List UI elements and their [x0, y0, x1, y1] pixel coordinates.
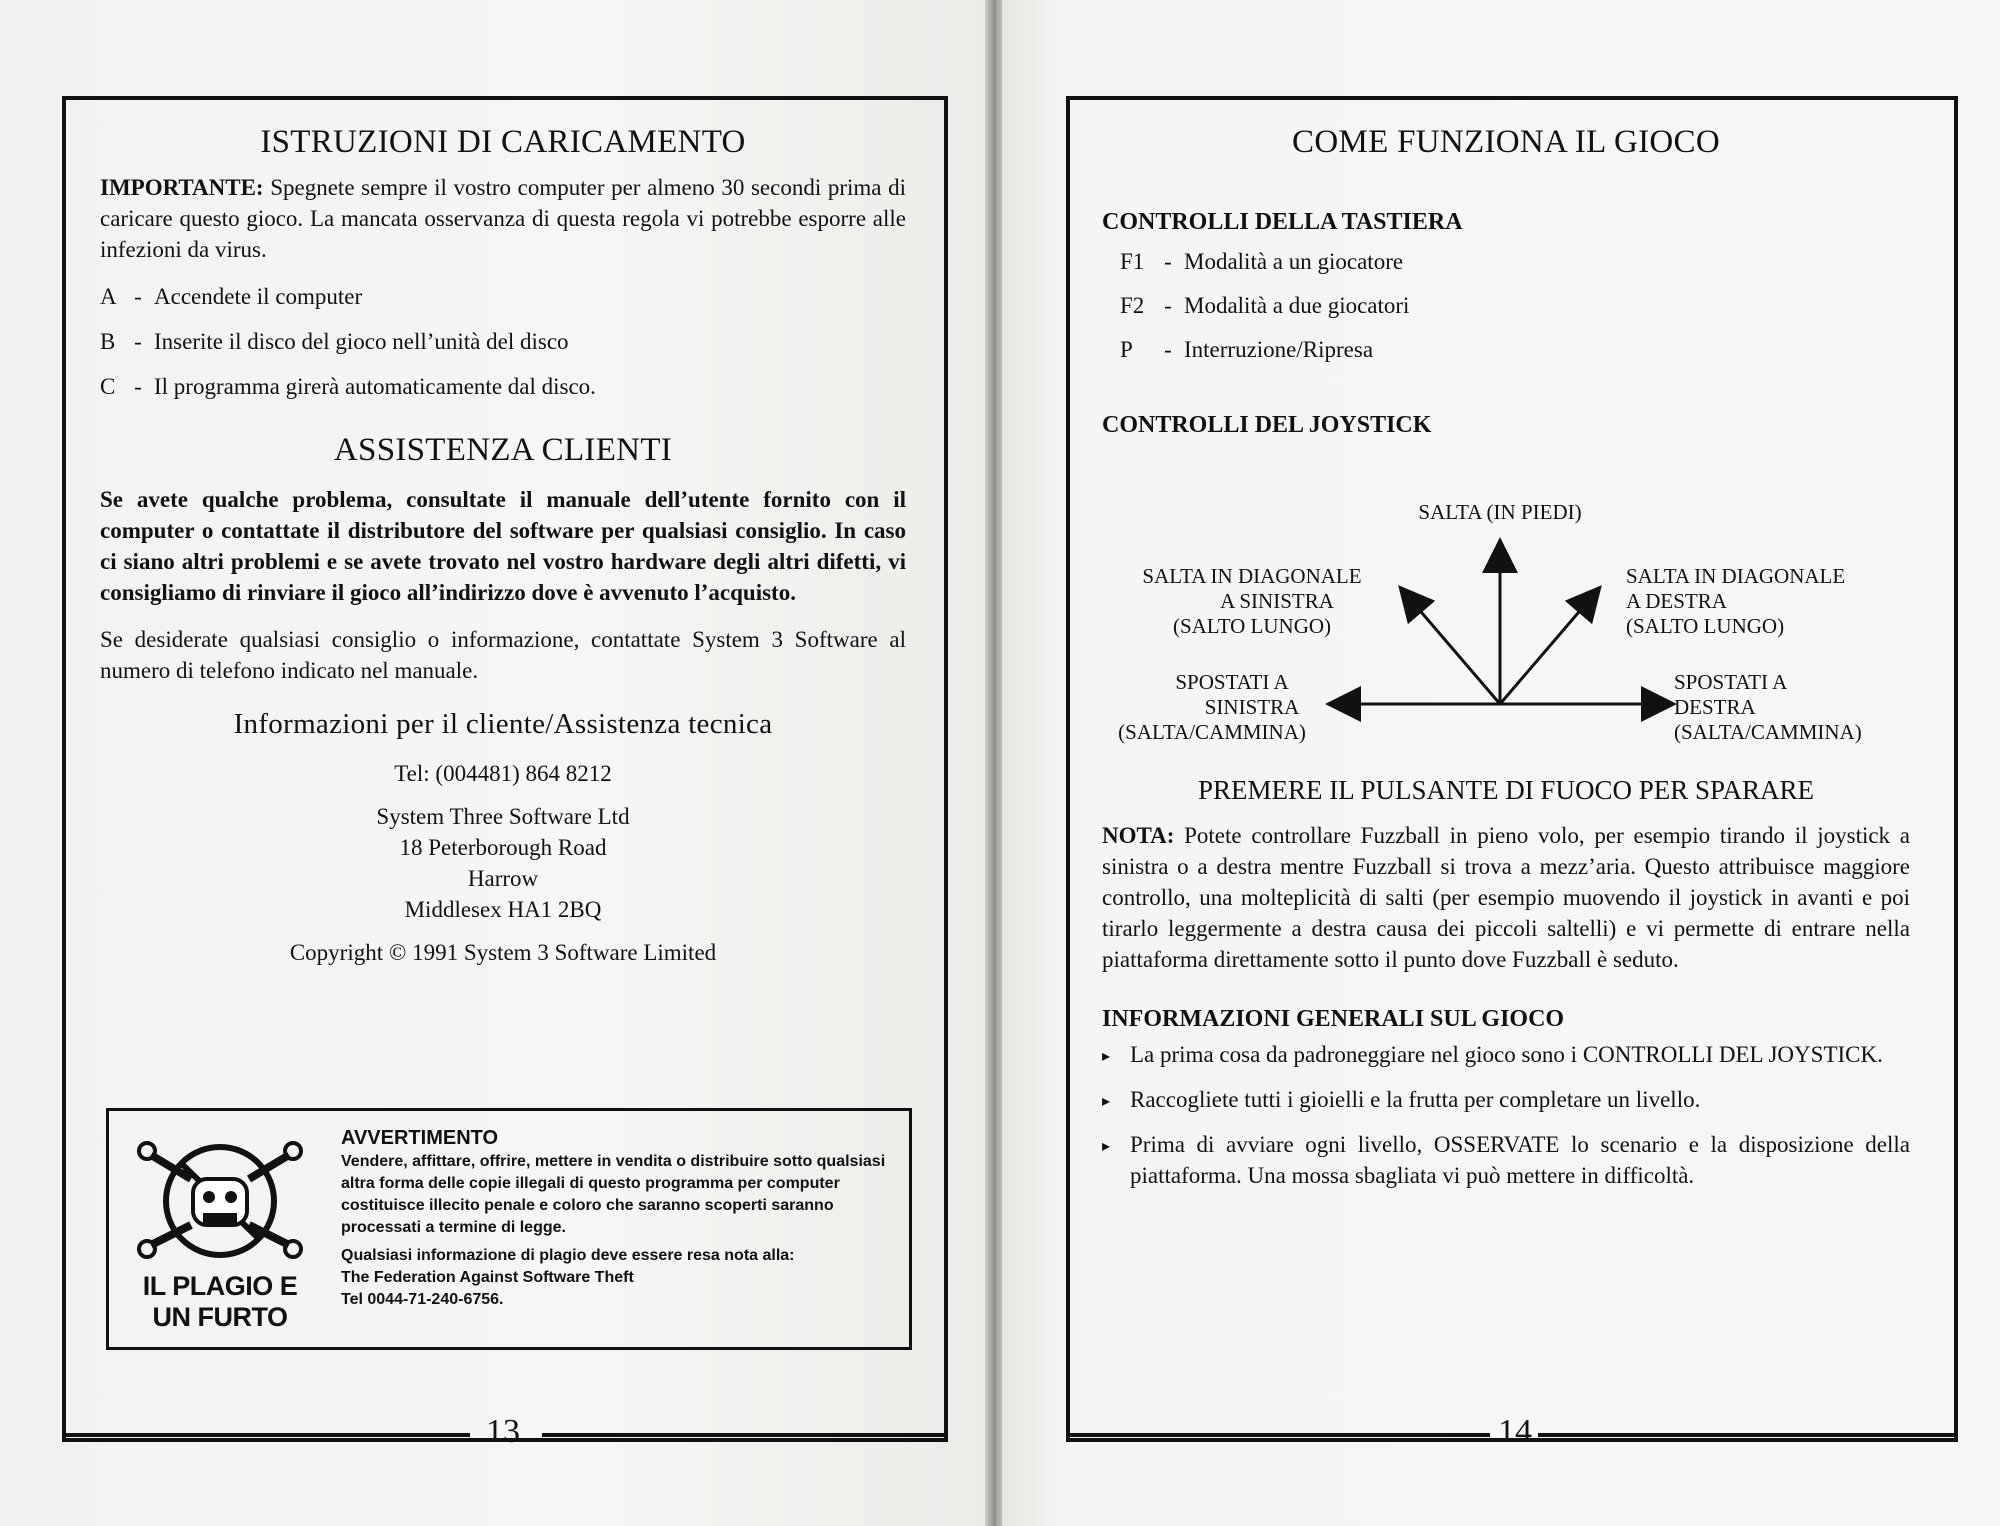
footer-rule-right [1538, 1433, 1958, 1437]
page-14-lower [1102, 772, 1910, 1191]
list-item: ▸ Prima di avviare ogni livello, OSSERVATE lo scenario e la disposizione della piattaforma. Una mossa sbagliata vi può mettere in difficoltà. [1102, 1132, 1910, 1188]
warning-org: The Federation Against Software Theft [341, 1269, 634, 1286]
arrow-up-right [1500, 592, 1596, 704]
loading-steps [100, 281, 906, 402]
skull-crossbones-logo [131, 1135, 309, 1263]
note-paragraph [1102, 820, 1910, 975]
joystick-heading: CONTROLLI DEL JOYSTICK [1102, 412, 1432, 438]
support-phone: Tel: (004481) 864 8212 [394, 761, 612, 786]
list-item: B - Inserite il disco del gioco nell’unità del disco [100, 329, 569, 354]
list-item: P - Interruzione/Ripresa [1120, 337, 1374, 362]
keyboard-controls [1120, 246, 1910, 365]
page-14 [1002, 0, 2000, 1526]
piracy-caption: IL PLAGIO E UN FURTO [142, 1271, 298, 1332]
page-number: 14 [1498, 1413, 1532, 1450]
how-to-play-title: COME FUNZIONA IL GIOCO [1292, 124, 1720, 160]
company-address: System Three Software Ltd 18 Peterborough Road Harrow Middlesex HA1 2BQ [376, 804, 630, 922]
label-right: SPOSTATI A DESTRA (SALTA/CAMMINA) [1674, 670, 1862, 744]
label-left: SPOSTATI A SINISTRA (SALTA/CAMMINA) [1118, 670, 1306, 744]
label-up: SALTA (IN PIEDI) [1418, 500, 1582, 524]
copyright: Copyright © 1991 System 3 Software Limited [289, 940, 717, 965]
anti-piracy-box [106, 1108, 912, 1350]
support-paragraph-1: Se avete qualche problema, consultate il manuale dell’utente fornito con il computer o contattate il distributore del software per qualsiasi consiglio. In caso ci siano altri problemi e se avete trovato nel vostro hardware degli altri difetti, vi consigliamo di rinviare il gioco all’indirizzo dove è avvenuto l’acquisto. [100, 487, 906, 605]
footer-rule-right [542, 1433, 948, 1437]
note-label: NOTA: [1102, 823, 1175, 848]
joystick-diagram [1062, 490, 1962, 760]
info-title: Informazioni per il cliente/Assistenza tecnica [233, 708, 773, 740]
important-text: Spegnete sempre il vostro computer per almeno 30 secondi prima di caricare questo gioco. La mancata osservanza di questa regola vi potrebbe esporre alle infezioni da virus. [100, 175, 906, 262]
general-heading: INFORMAZIONI GENERALI SUL GIOCO [1102, 1006, 1565, 1032]
list-item: ▸ La prima cosa da padroneggiare nel gioco sono i CONTROLLI DEL JOYSTICK. [1102, 1042, 1883, 1067]
general-bullets [1102, 1039, 1910, 1191]
warning-tel: Tel 0044-71-240-6756. [341, 1291, 504, 1308]
page-number: 13 [486, 1413, 520, 1450]
keyboard-heading: CONTROLLI DELLA TASTIERA [1102, 209, 1463, 235]
list-item: ▸ Raccogliete tutti i gioielli e la frutta per completare un livello. [1102, 1087, 1701, 1112]
note-text: Potete controllare Fuzzball in pieno volo, per esempio tirando il joystick a sinistra o a destra mentre Fuzzball si trova a mezz’aria. Questo attribuisce maggiore controllo, una molteplicità di salti (per esempio muovendo il joystick in avanti e poi tirarlo leggermente a destra causa dei piccoli saltelli) e vi permette di entrare nella piattaforma direttamente sotto il punto dove Fuzzball è seduto. [1102, 823, 1910, 972]
support-title: ASSISTENZA CLIENTI [333, 432, 673, 468]
important-paragraph [100, 172, 906, 265]
label-up-right: SALTA IN DIAGONALE A DESTRA (SALTO LUNGO) [1626, 564, 1846, 638]
arrow-up-left [1404, 592, 1500, 704]
page-13 [0, 0, 990, 1526]
list-item: C - Il programma girerà automaticamente dal disco. [100, 374, 596, 399]
footer-rule-left [62, 1433, 470, 1437]
list-item: A - Accendete il computer [100, 284, 363, 309]
list-item: F1 - Modalità a un giocatore [1120, 249, 1404, 274]
warning-body: Vendere, affittare, offrire, mettere in vendita o distribuire sotto qualsiasi altra forma delle copie illegali di questo programma per computer costituisce illecito penale e coloro che saranno scoperti saranno processati a termine di legge. [341, 1153, 886, 1236]
important-label: IMPORTANTE: [100, 175, 264, 200]
warning-notice: Qualsiasi informazione di plagio deve essere resa nota alla: [341, 1247, 795, 1264]
fire-instruction: PREMERE IL PULSANTE DI FUOCO PER SPARARE [1197, 775, 1815, 805]
footer-rule-left [1066, 1433, 1490, 1437]
loading-title: ISTRUZIONI DI CARICAMENTO [260, 124, 746, 160]
list-item: F2 - Modalità a due giocatori [1120, 293, 1410, 318]
page-14-content [1102, 120, 1910, 441]
page-13-content [100, 120, 906, 968]
support-paragraph-2: Se desiderate qualsiasi consiglio o informazione, contattate System 3 Software al numero di telefono indicato nel manuale. [100, 627, 906, 683]
warning-text [341, 1125, 901, 1311]
warning-title: AVVERTIMENTO [341, 1127, 499, 1149]
label-up-left: SALTA IN DIAGONALE A SINISTRA (SALTO LUNGO) [1142, 564, 1362, 638]
